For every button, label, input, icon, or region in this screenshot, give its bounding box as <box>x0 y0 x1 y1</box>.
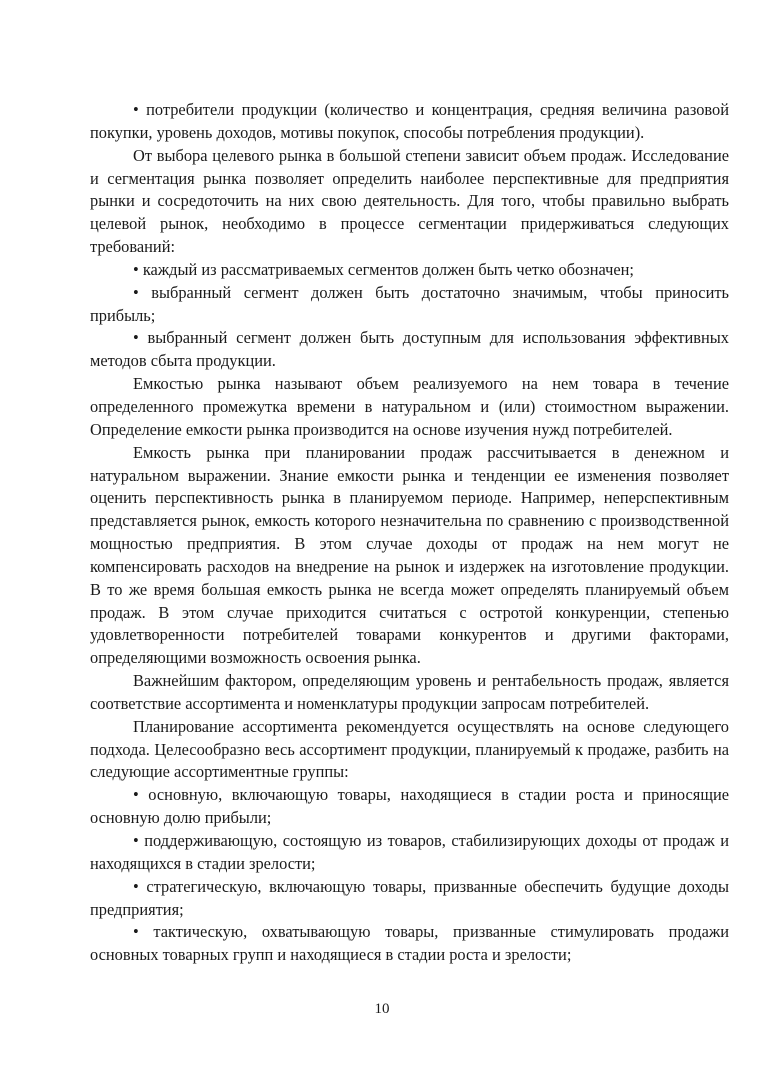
bullet-main-group: • основную, включающую товары, находящиеся в стадии роста и приносящие основную долю прибыли; <box>90 785 729 828</box>
bullet-strategic-group: • стратегическую, включающую товары, призванные обеспечить будущие доходы предприятия; <box>90 876 729 919</box>
page-number: 10 <box>374 1001 390 1017</box>
paragraph-key-factor: Важнейшим фактором, определяющим уровень и рентабельность продаж, является соответствие ассортимента и номенклатуры продукции запросам потребителей. <box>90 671 729 713</box>
bullet-segment-defined: • каждый из рассматриваемых сегментов должен быть четко обозначен; <box>133 259 634 279</box>
paragraph-market-capacity-definition: Емкостью рынка называют объем реализуемого на нем товара в течение определенного промежутка времени в натуральном и (или) стоимостном выражении. Определение емкости рынка производится на основе изучения нужд потребителей. <box>90 374 729 439</box>
body-text <box>90 99 729 967</box>
bullet-segment-significant: • выбранный сегмент должен быть достаточно значимым, чтобы приносить прибыль; <box>90 282 729 325</box>
paragraph-market-capacity-planning: Емкость рынка при планировании продаж рассчитывается в денежном и натуральном выражении. Знание емкости рынка и тенденции ее изменения позволяет оценить перспективность рынка в планируемом периоде. Например, неперспективным представляется рынок, емкость которого незначительна по сравнению с производственной мощностью предприятия. В этом случае доходы от продаж на нем могут не компенсировать расходов на внедрение на рынок и издержек на изготовление продукции. В то же время большая емкость рынка не всегда может определять планируемый объем продаж. В этом случае приходится считаться с остротой конкуренции, степенью удовлетворенности потребителей товарами конкурентов и другими факторами, определяющими возможность освоения рынка. <box>90 442 729 668</box>
bullet-tactical-group: • тактическую, охватывающую товары, призванные стимулировать продажи основных товарных групп и находящиеся в стадии роста и зрелости; <box>90 922 729 965</box>
bullet-supporting-group: • поддерживающую, состоящую из товаров, стабилизирующих доходы от продаж и находящихся в стадии зрелости; <box>90 831 729 873</box>
bullet-segment-accessible: • выбранный сегмент должен быть доступным для использования эффективных методов сбыта продукции. <box>90 328 729 371</box>
paragraph-consumers: • потребители продукции (количество и концентрация, средняя величина разовой покупки, уровень доходов, мотивы покупок, способы потребления продукции). <box>90 100 729 142</box>
paragraph-assortment-planning: Планирование ассортимента рекомендуется осуществлять на основе следующего подхода. Целесообразно весь ассортимент продукции, планируемый к продаже, разбить на следующие ассортиментные группы: <box>90 716 729 782</box>
paragraph-target-market: От выбора целевого рынка в большой степени зависит объем продаж. Исследование и сегментация рынка позволяет определить наиболее перспективные для предприятия рынки и сосредоточить на них свою деятельность. Для того, чтобы правильно выбрать целевой рынок, необходимо в процессе сегментации придерживаться следующих требований: <box>90 145 729 257</box>
